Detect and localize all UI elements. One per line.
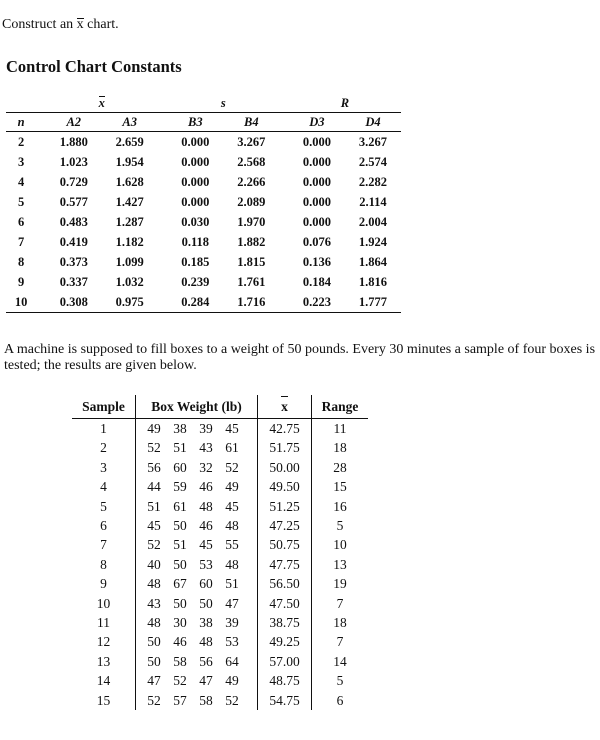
- constants-value-cell: 0.284: [167, 292, 223, 313]
- constants-n-cell: 8: [17, 255, 25, 269]
- box-weight-value: 61: [225, 440, 239, 456]
- box-weight-value: 57: [173, 692, 187, 708]
- box-weight-value: 51: [225, 576, 239, 592]
- constants-value-cell: 0.000: [181, 195, 210, 209]
- constants-value-cell: 0.239: [181, 275, 210, 289]
- constants-value-cell: 1.716: [223, 292, 279, 313]
- column-header-sample: Sample: [72, 395, 136, 419]
- sample-range-cell: 28: [312, 458, 369, 477]
- constants-value-cell: 0.118: [181, 235, 210, 249]
- constants-value-cell: 1.954: [115, 155, 144, 169]
- sample-range-cell: 15: [312, 477, 369, 496]
- constants-value-cell: 1.287: [115, 215, 144, 229]
- constants-value-cell: 0.076: [302, 235, 331, 249]
- constants-gap-cell: [36, 232, 46, 252]
- box-weight-value: 53: [225, 634, 239, 650]
- sample-mean-cell: 47.75: [258, 555, 312, 574]
- box-weights-cell: [136, 671, 258, 690]
- box-weight-value: 50: [199, 595, 213, 611]
- constants-gap-cell: [36, 132, 46, 153]
- constants-gap-cell: [158, 292, 168, 313]
- box-weight-value: 39: [225, 615, 239, 631]
- sample-row: [72, 497, 368, 516]
- sample-row: [72, 691, 368, 710]
- constants-value-cell: 1.882: [237, 235, 266, 249]
- constants-gap-cell: [36, 192, 46, 212]
- constants-value-cell: 0.000: [181, 175, 210, 189]
- constants-value-cell: 1.023: [59, 155, 88, 169]
- box-weight-value: 51: [173, 440, 187, 456]
- constants-value-cell: 1.777: [345, 292, 401, 313]
- sample-row: [72, 419, 368, 439]
- box-weight-value: 43: [147, 595, 161, 611]
- box-weight-value: 56: [199, 653, 213, 669]
- box-weight-value: 64: [225, 653, 239, 669]
- sample-row: [72, 535, 368, 554]
- constants-value-cell: 0.000: [302, 195, 331, 209]
- column-header-range: Range: [312, 395, 369, 419]
- sample-number-cell: 4: [100, 479, 107, 495]
- constants-value-cell: 2.659: [115, 135, 144, 149]
- constants-gap-cell: [158, 152, 168, 172]
- sample-range-cell: 5: [312, 671, 369, 690]
- sample-number-cell: 1: [100, 421, 107, 436]
- constants-n-cell: 9: [17, 275, 25, 289]
- sample-range-cell: 7: [312, 632, 369, 651]
- constants-value-cell: 1.032: [115, 275, 144, 289]
- constants-value-cell: 0.975: [102, 292, 158, 313]
- constants-value-cell: 1.864: [358, 255, 388, 269]
- box-weights-cell: [136, 419, 258, 439]
- box-weight-value: 58: [173, 653, 187, 669]
- problem-statement: A machine is supposed to fill boxes to a weight of 50 pounds. Every 30 minutes a sample of four boxes is tested; the results are given below.: [4, 342, 596, 373]
- box-weights-cell: [136, 652, 258, 671]
- column-header-n: n: [6, 113, 36, 132]
- sample-range-cell: 11: [312, 419, 369, 439]
- constants-gap-cell: [158, 192, 168, 212]
- box-weight-value: 48: [147, 615, 161, 631]
- instruction-suffix: chart.: [83, 17, 119, 32]
- constants-gap-cell: [279, 192, 289, 212]
- box-weight-value: 46: [199, 518, 213, 534]
- constants-gap-cell: [158, 132, 168, 153]
- sample-number-cell: 12: [96, 634, 111, 650]
- group-header-xbar: x: [98, 96, 105, 110]
- sample-mean-cell: 51.75: [258, 438, 312, 457]
- box-weight-value: 39: [199, 421, 213, 436]
- group-header-r: R: [340, 96, 350, 110]
- box-weight-value: 32: [199, 459, 213, 475]
- box-weight-value: 49: [225, 479, 239, 495]
- constants-row: [6, 212, 401, 232]
- constants-gap-cell: [279, 172, 289, 192]
- sample-number-cell: 14: [96, 673, 111, 689]
- box-weight-value: 56: [147, 459, 161, 475]
- box-weight-value: 60: [173, 459, 187, 475]
- sample-mean-cell: 56.50: [258, 574, 312, 593]
- column-header-a2: A2: [46, 113, 102, 132]
- constants-value-cell: 0.337: [59, 275, 88, 289]
- constants-value-cell: 0.729: [59, 175, 88, 189]
- constants-gap-cell: [279, 252, 289, 272]
- constants-value-cell: 0.373: [59, 255, 88, 269]
- sample-mean-cell: 47.25: [258, 516, 312, 535]
- sample-range-cell: 18: [312, 438, 369, 457]
- box-weight-value: 40: [147, 556, 161, 572]
- sample-number-cell: 9: [100, 576, 107, 592]
- constants-value-cell: 1.816: [358, 275, 388, 289]
- box-weight-value: 59: [173, 479, 187, 495]
- constants-gap-cell: [158, 172, 168, 192]
- constants-value-cell: 3.267: [358, 135, 388, 149]
- constants-gap-cell: [279, 132, 289, 153]
- sample-range-cell: 18: [312, 613, 369, 632]
- box-weight-value: 38: [199, 615, 213, 631]
- constants-n-cell: 6: [17, 215, 25, 229]
- box-weight-value: 45: [147, 518, 161, 534]
- constants-gap-cell: [36, 172, 46, 192]
- constants-value-cell: 0.308: [46, 292, 102, 313]
- box-weight-value: 48: [147, 576, 161, 592]
- box-weight-value: 53: [199, 556, 213, 572]
- box-weight-value: 52: [147, 692, 161, 708]
- constants-row: [6, 232, 401, 252]
- constants-value-cell: 0.577: [59, 195, 88, 209]
- box-weights-cell: [136, 516, 258, 535]
- box-weight-value: 44: [147, 479, 161, 495]
- box-weights-cell: [136, 555, 258, 574]
- box-weight-value: 55: [225, 537, 239, 553]
- box-weights-cell: [136, 691, 258, 710]
- box-weight-value: 60: [199, 576, 213, 592]
- box-weights-cell: [136, 574, 258, 593]
- sample-mean-cell: 48.75: [258, 671, 312, 690]
- box-weight-value: 46: [173, 634, 187, 650]
- constants-value-cell: 2.282: [358, 175, 388, 189]
- column-header-d3: D3: [289, 113, 345, 132]
- sample-row: [72, 477, 368, 496]
- box-weight-value: 46: [199, 479, 213, 495]
- section-title: Control Chart Constants: [6, 57, 182, 76]
- constants-value-cell: 0.223: [289, 292, 345, 313]
- sample-mean-cell: 51.25: [258, 497, 312, 516]
- box-weights-cell: [136, 477, 258, 496]
- constants-gap-cell: [36, 252, 46, 272]
- constants-gap-cell: [158, 272, 168, 292]
- sample-number-cell: 7: [100, 537, 107, 553]
- box-weight-value: 52: [225, 459, 239, 475]
- sample-number-cell: 15: [96, 692, 111, 708]
- constants-gap-cell: [279, 272, 289, 292]
- box-weight-value: 38: [173, 421, 187, 436]
- box-weights-cell: [136, 497, 258, 516]
- constants-gap-cell: [36, 292, 46, 313]
- constants-value-cell: 0.030: [181, 215, 210, 229]
- constants-value-cell: 1.761: [237, 275, 266, 289]
- column-header-a3: A3: [102, 113, 158, 132]
- constants-value-cell: 1.628: [115, 175, 144, 189]
- box-weight-value: 47: [147, 673, 161, 689]
- box-weight-value: 45: [225, 421, 239, 436]
- box-weight-value: 48: [225, 518, 239, 534]
- sample-data-table: [72, 395, 368, 710]
- sample-number-cell: 10: [96, 595, 111, 611]
- constants-value-cell: 2.089: [237, 195, 266, 209]
- sample-number-cell: 8: [100, 556, 107, 572]
- box-weights-cell: [136, 613, 258, 632]
- box-weight-value: 48: [199, 634, 213, 650]
- sample-mean-cell: 49.50: [258, 477, 312, 496]
- constants-value-cell: 0.184: [302, 275, 331, 289]
- column-header-d4: D4: [345, 113, 401, 132]
- constants-value-cell: 2.574: [358, 155, 388, 169]
- constants-value-cell: 2.568: [237, 155, 266, 169]
- group-header-s: s: [220, 96, 226, 110]
- sample-mean-cell: 47.50: [258, 594, 312, 613]
- sample-number-cell: 3: [100, 459, 107, 475]
- constants-value-cell: 1.182: [115, 235, 144, 249]
- box-weight-value: 45: [225, 498, 239, 514]
- box-weight-value: 61: [173, 498, 187, 514]
- box-weights-cell: [136, 438, 258, 457]
- box-weight-value: 50: [147, 653, 161, 669]
- box-weight-value: 30: [173, 615, 187, 631]
- instruction-prefix: Construct an: [2, 17, 77, 32]
- constants-gap-cell: [158, 252, 168, 272]
- xbar-symbol: x: [76, 17, 84, 32]
- constants-row: [6, 192, 401, 212]
- constants-value-cell: 1.427: [115, 195, 144, 209]
- constants-value-cell: 0.483: [59, 215, 88, 229]
- box-weight-value: 52: [173, 673, 187, 689]
- sample-mean-cell: 50.00: [258, 458, 312, 477]
- sample-row: [72, 632, 368, 651]
- sample-mean-cell: 57.00: [258, 652, 312, 671]
- constants-value-cell: 3.267: [237, 135, 266, 149]
- box-weight-value: 51: [147, 498, 161, 514]
- sample-range-cell: 19: [312, 574, 369, 593]
- sample-row: [72, 438, 368, 457]
- box-weight-value: 50: [173, 595, 187, 611]
- box-weight-value: 49: [147, 421, 161, 436]
- control-chart-constants-table: [6, 95, 401, 313]
- sample-row: [72, 594, 368, 613]
- column-header-mean: [258, 395, 312, 419]
- constants-n-cell: 7: [17, 235, 25, 249]
- box-weight-value: 43: [199, 440, 213, 456]
- constants-value-cell: 1.880: [59, 135, 88, 149]
- constants-row: [6, 252, 401, 272]
- constants-value-cell: 0.000: [302, 155, 331, 169]
- box-weight-value: 47: [199, 673, 213, 689]
- box-weights-cell: [136, 458, 258, 477]
- sample-range-cell: 13: [312, 555, 369, 574]
- constants-value-cell: 1.924: [358, 235, 388, 249]
- box-weight-value: 50: [173, 556, 187, 572]
- constants-value-cell: 2.114: [359, 195, 387, 209]
- sample-row: [72, 555, 368, 574]
- constants-row: [6, 132, 401, 153]
- sample-range-cell: 14: [312, 652, 369, 671]
- box-weight-value: 49: [225, 673, 239, 689]
- box-weight-value: 48: [199, 498, 213, 514]
- column-header-b4: B4: [223, 113, 279, 132]
- box-weight-value: 45: [199, 537, 213, 553]
- constants-gap-cell: [36, 212, 46, 232]
- sample-range-cell: 7: [312, 594, 369, 613]
- constants-gap-cell: [158, 212, 168, 232]
- box-weight-value: 52: [147, 537, 161, 553]
- box-weight-value: 58: [199, 692, 213, 708]
- constants-value-cell: 0.000: [181, 135, 210, 149]
- constants-value-cell: 0.000: [302, 215, 331, 229]
- sample-row: [72, 652, 368, 671]
- box-weight-value: 47: [225, 595, 239, 611]
- constants-value-cell: 0.000: [302, 135, 331, 149]
- instruction-text: [2, 17, 119, 33]
- sample-mean-cell: 54.75: [258, 691, 312, 710]
- sample-range-cell: 5: [312, 516, 369, 535]
- constants-value-cell: 0.000: [181, 155, 210, 169]
- column-header-box-weight: Box Weight (lb): [136, 395, 258, 419]
- constants-row: [6, 272, 401, 292]
- box-weight-value: 67: [173, 576, 187, 592]
- constants-value-cell: 1.815: [237, 255, 266, 269]
- box-weight-value: 48: [225, 556, 239, 572]
- constants-gap-cell: [158, 232, 168, 252]
- constants-n-cell: 2: [17, 135, 25, 149]
- sample-row: [72, 613, 368, 632]
- constants-row: [6, 292, 401, 313]
- box-weight-value: 52: [225, 692, 239, 708]
- box-weight-value: 52: [147, 440, 161, 456]
- sample-mean-cell: 38.75: [258, 613, 312, 632]
- box-weights-cell: [136, 594, 258, 613]
- constants-gap-cell: [279, 152, 289, 172]
- constants-value-cell: 0.419: [59, 235, 88, 249]
- sample-row: [72, 671, 368, 690]
- sample-number-cell: 2: [100, 440, 107, 456]
- constants-value-cell: 2.266: [237, 175, 266, 189]
- sample-row: [72, 516, 368, 535]
- constants-value-cell: 0.136: [302, 255, 331, 269]
- sample-mean-cell: 42.75: [258, 419, 312, 439]
- box-weight-value: 50: [147, 634, 161, 650]
- mean-xbar-symbol: x: [281, 395, 288, 418]
- constants-row: [6, 172, 401, 192]
- constants-gap-cell: [36, 152, 46, 172]
- box-weight-value: 51: [173, 537, 187, 553]
- sample-row: [72, 458, 368, 477]
- box-weights-cell: [136, 535, 258, 554]
- constants-n-cell: 5: [17, 195, 25, 209]
- constants-value-cell: 0.000: [302, 175, 331, 189]
- box-weights-cell: [136, 632, 258, 651]
- sample-mean-cell: 49.25: [258, 632, 312, 651]
- sample-number-cell: 5: [100, 498, 107, 514]
- constants-gap-cell: [36, 272, 46, 292]
- sample-number-cell: 13: [96, 653, 111, 669]
- sample-range-cell: 16: [312, 497, 369, 516]
- constants-value-cell: 1.970: [237, 215, 266, 229]
- sample-row: [72, 574, 368, 593]
- constants-value-cell: 2.004: [358, 215, 388, 229]
- sample-number-cell: 11: [97, 615, 110, 631]
- constants-n-cell: 3: [17, 155, 25, 169]
- sample-number-cell: 6: [100, 518, 107, 534]
- sample-range-cell: 6: [312, 691, 369, 710]
- constants-gap-cell: [279, 232, 289, 252]
- constants-n-cell: 4: [17, 175, 25, 189]
- constants-n-cell: 10: [6, 292, 36, 313]
- constants-value-cell: 0.185: [181, 255, 210, 269]
- constants-gap-cell: [279, 212, 289, 232]
- sample-range-cell: 10: [312, 535, 369, 554]
- constants-gap-cell: [279, 292, 289, 313]
- constants-value-cell: 1.099: [115, 255, 144, 269]
- sample-mean-cell: 50.75: [258, 535, 312, 554]
- constants-row: [6, 152, 401, 172]
- column-header-b3: B3: [167, 113, 223, 132]
- box-weight-value: 50: [173, 518, 187, 534]
